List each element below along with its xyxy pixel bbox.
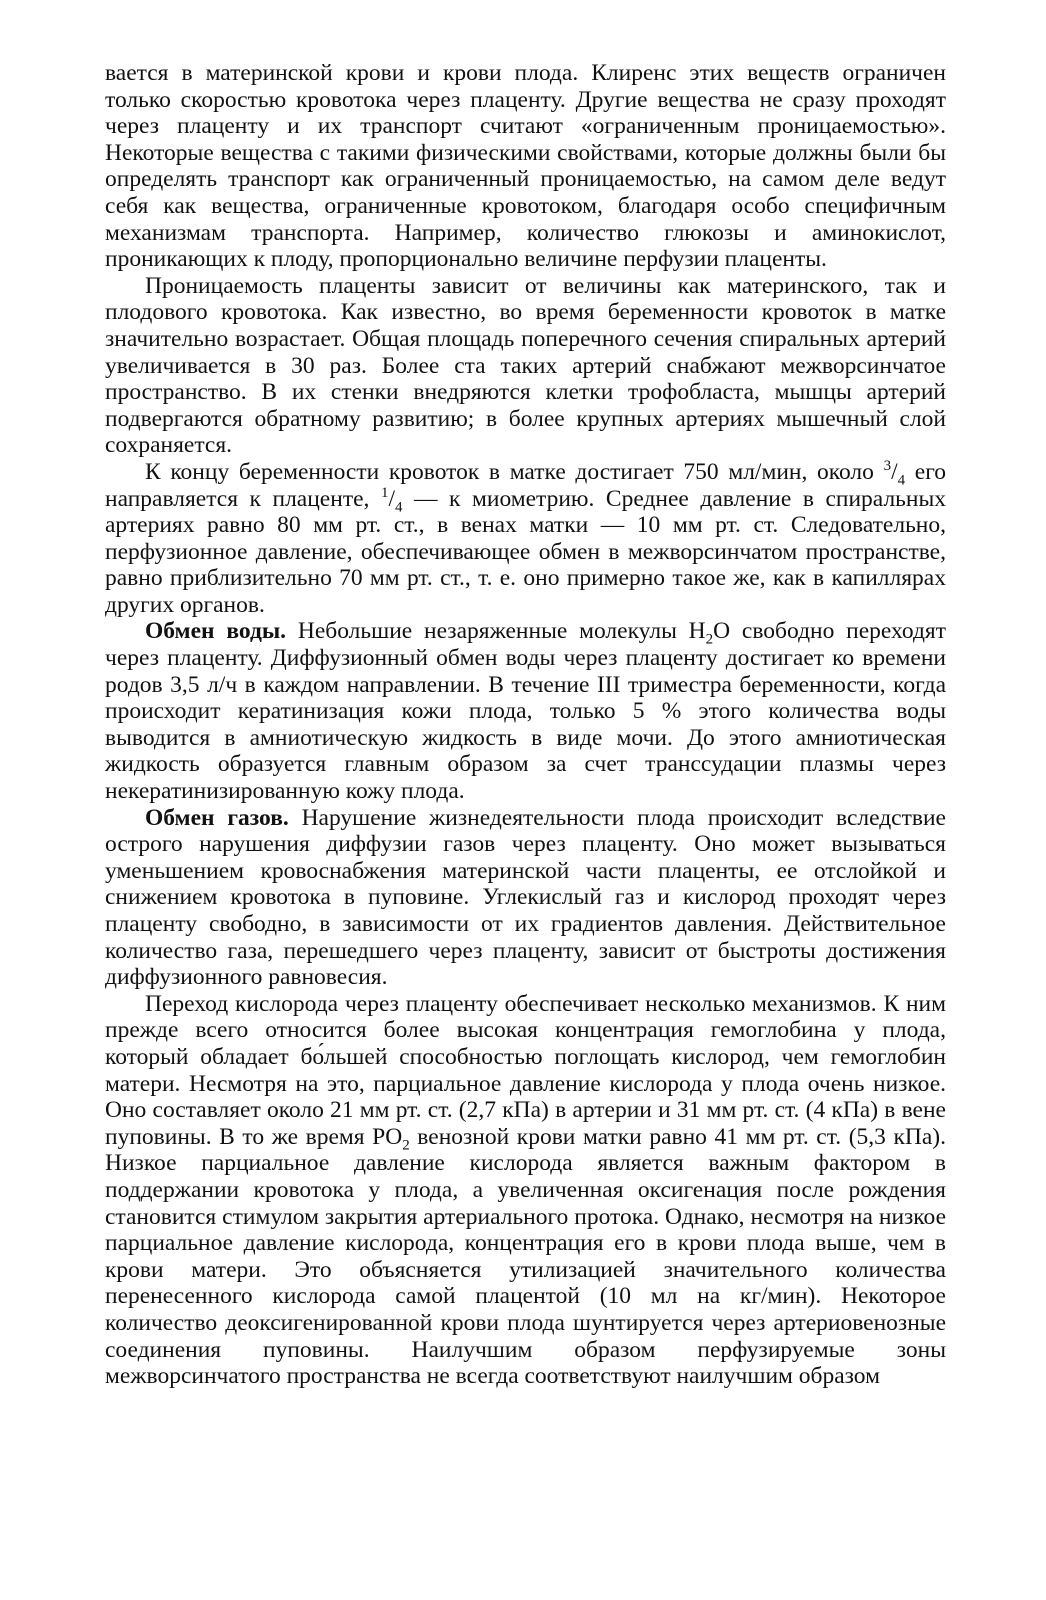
paragraph-gas-exchange bbox=[105, 805, 946, 991]
paragraph-blood-flow bbox=[105, 459, 946, 619]
subscript: 2 bbox=[402, 1137, 410, 1154]
paragraph-oxygen-transfer bbox=[105, 991, 946, 1390]
text-run: Нарушение жизнедеятельности плода происходит вследствие острого нарушения диффузии газов через плаценту. Оно может вызываться уменьшением кровоснабжения материнской части плаценты, ее отслойкой и снижением кровотока в пуповине. Углекислый газ и кислород проходят через плаценту свободно, в зависимости от их градиентов давления. Действительное количество газа, перешедшего через плаценту, зависит от быстроты достижения диффузионного равновесия. bbox=[105, 804, 946, 991]
fraction-numerator: 3 bbox=[883, 458, 892, 475]
paragraph-permeability: Проницаемость плаценты зависит от величины как материнского, так и плодового кровотока. Как известно, во время беременности кровоток в матке значительно возрастает. Общая площадь поперечного сечения спиральных артерий увеличивается в 30 раз. Более ста таких артерий снабжают межворсинчатое пространство. В их стенки внедряются клетки трофобласта, мышцы артерий подвергаются обратному развитию; в более крупных артериях мышечный слой сохраняется. bbox=[105, 272, 946, 459]
fraction-denominator: 4 bbox=[394, 499, 403, 516]
section-heading-gas: Обмен газов. bbox=[145, 804, 289, 831]
paragraph-clearance: вается в материнской крови и крови плода. Клиренс этих веществ ограничен только скоростью кровотока через плаценту. Другие вещества не сразу проходят через плаценту и их транспорт считают «ограниченным проницаемостью». Некоторые вещества с такими физическими свойствами, которые должны были бы определять транспорт как ограниченный проницаемостью, на самом деле ведут себя как вещества, ограниченные кровотоком, благодаря особо специфичным механизмам транспорта. Например, количество глюкозы и аминокислот, проникающих к плоду, пропорционально величине перфузии плаценты. bbox=[105, 60, 946, 273]
paragraph-water-exchange bbox=[105, 618, 946, 804]
fraction-denominator: 4 bbox=[897, 472, 906, 489]
text-run: его направляется к плаценте, bbox=[105, 458, 947, 512]
section-heading-water: Обмен воды. bbox=[145, 618, 287, 645]
text-run: — к миометрию. Среднее давление в спиральных артериях равно 80 мм рт. ст., в венах матки — 10 мм рт. ст. Следовательно, перфузионное давление, обеспечивающее обмен в межворсинчатом пространстве, равно приблизительно 70 мм рт. ст., т. е. оно примерно такое же, как в капиллярах других органов. bbox=[105, 485, 947, 618]
fraction-slash: / bbox=[388, 485, 395, 512]
fraction-slash: / bbox=[891, 458, 898, 485]
subscript: 2 bbox=[705, 632, 714, 649]
text-run: Небольшие незаряженные молекулы H bbox=[286, 618, 706, 645]
text-run: Переход кислорода через плаценту обеспечивает несколько механизмов. К ним прежде всего относится более высокая концентрация гемоглобина у плода, который обладает бо́льшей способностью поглощать кислород, чем гемоглобин матери. Несмотря на это, парциальное давление кислорода у плода очень низкое. Оно составляет около 21 мм рт. ст. (2,7 кПа) в артерии и 31 мм рт. ст. (4 кПа) в вене пуповины. В то же время PO bbox=[105, 990, 946, 1150]
fraction-numerator: 1 bbox=[380, 484, 389, 501]
text-run: венозной крови матки равно 41 мм рт. ст. (5,3 кПа). Низкое парциальное давление кислорода является важным фактором в поддержании кровотока у плода, а увеличенная оксигенация после рождения становится стимулом закрытия артериального протока. Однако, несмотря на низкое парциальное давление кислорода, концентрация его в крови плода выше, чем в крови матери. Это объясняется утилизацией значительного количества перенесенного кислорода самой плацентой (10 мл на кг/мин). Некоторое количество деоксигенированной крови плода шунтируется через артериовенозные соединения пуповины. Наилучшим образом перфузируемые зоны межворсинчатого пространства не всегда соответствуют наилучшим образом bbox=[105, 1123, 946, 1390]
text-run: К концу беременности кровоток в матке достигает 750 мл/мин, около bbox=[145, 458, 884, 485]
text-run: O свободно переходят через плаценту. Диффузионный обмен воды через плаценту достигает ко времени родов 3,5 л/ч в каждом направлении. В течение III триместра беременности, когда происходит кератинизация кожи плода, только 5 % этого количества воды выводится в амниотическую жидкость в виде мочи. До этого амниотическая жидкость образуется главным образом за счет транссудации плазмы через некератинизированную кожу плода. bbox=[105, 618, 946, 805]
